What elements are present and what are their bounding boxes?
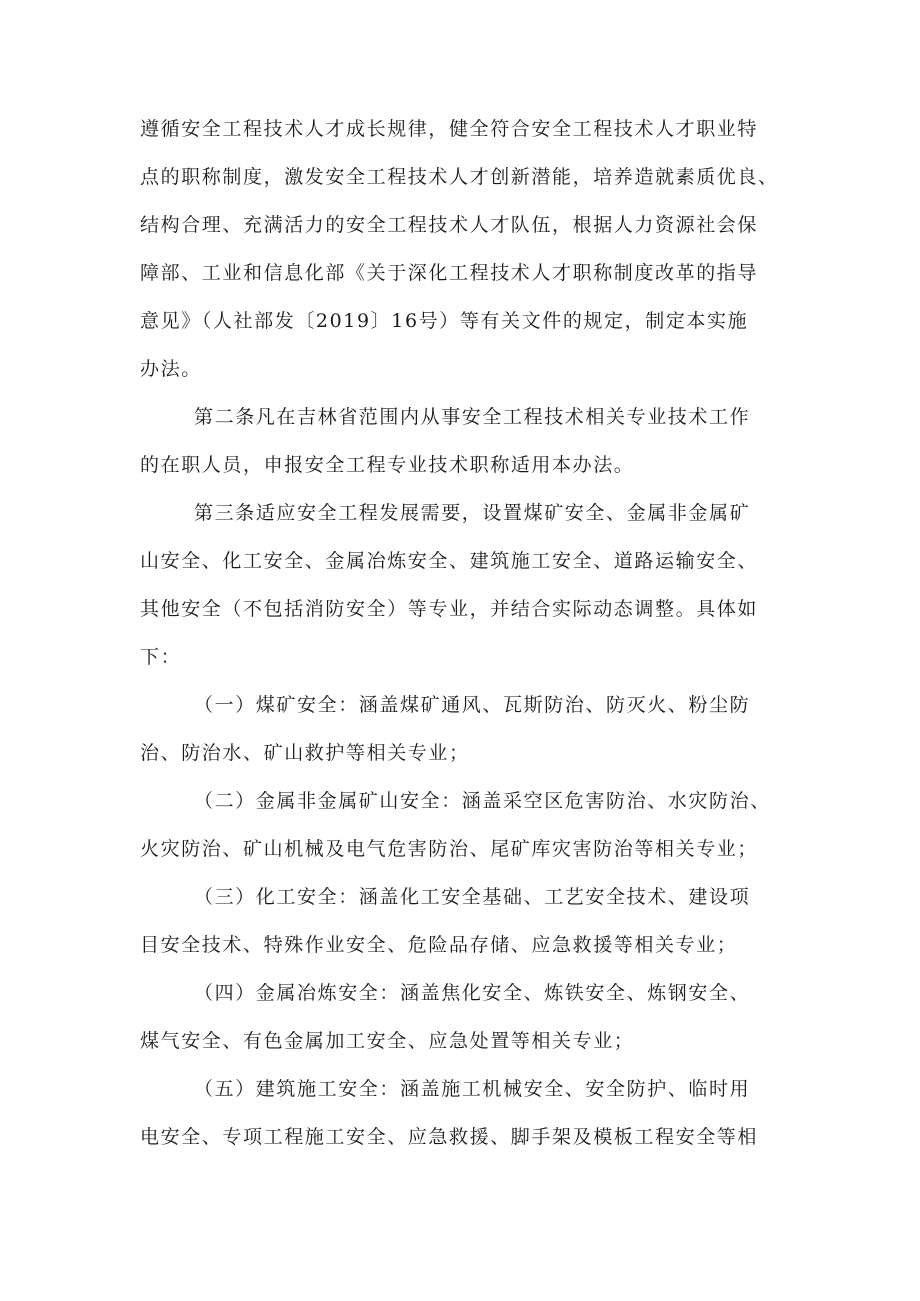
text-line: 结构合理、充满活力的安全工程技术人才队伍，根据人力资源社会保 (140, 214, 759, 236)
item-2-line: （二）金属非金属矿山安全：涵盖采空区危害防治、水灾防治、 (194, 790, 771, 812)
text-line: 的在职人员，申报安全工程专业技术职称适用本办法。 (140, 454, 635, 476)
text-line: 障部、工业和信息化部《关于深化工程技术人才职称制度改革的指导 (140, 262, 759, 284)
text-line: 火灾防治、矿山机械及电气危害防治、尾矿库灾害防治等相关专业； (140, 838, 759, 860)
item-4-line: （四）金属冶炼安全：涵盖焦化安全、炼铁安全、炼钢安全、 (194, 982, 751, 1004)
text-line: 办法。 (140, 358, 202, 380)
text-line: 遵循安全工程技术人才成长规律，健全符合安全工程技术人才职业特 (140, 118, 759, 140)
text-line: 治、防治水、矿山救护等相关专业； (140, 742, 470, 764)
document-body (140, 105, 800, 1161)
text-line: 下： (140, 646, 182, 668)
item-1-line: （一）煤矿安全：涵盖煤矿通风、瓦斯防治、防灭火、粉尘防 (194, 694, 751, 716)
text-line: 意见》（人社部发〔2019〕16号）等有关文件的规定，制定本实施 (140, 310, 749, 332)
text-line: 电安全、专项工程施工安全、应急救援、脚手架及模板工程安全等相 (140, 1126, 759, 1148)
article-2-line: 第二条凡在吉林省范围内从事安全工程技术相关专业技术工作 (194, 406, 751, 428)
text-line: 目安全技术、特殊作业安全、危险品存储、应急救援等相关专业； (140, 934, 738, 956)
text-line: 山安全、化工安全、金属冶炼安全、建筑施工安全、道路运输安全、 (140, 550, 759, 572)
text-line: 点的职称制度，激发安全工程技术人才创新潜能，培养造就素质优良、 (140, 166, 779, 188)
text-line: 其他安全（不包括消防安全）等专业，并结合实际动态调整。具体如 (140, 598, 759, 620)
item-5-line: （五）建筑施工安全：涵盖施工机械安全、安全防护、临时用 (194, 1078, 751, 1100)
text-line: 煤气安全、有色金属加工安全、应急处置等相关专业； (140, 1030, 635, 1052)
article-3-line: 第三条适应安全工程发展需要，设置煤矿安全、金属非金属矿 (194, 502, 751, 524)
item-3-line: （三）化工安全：涵盖化工安全基础、工艺安全技术、建设项 (194, 886, 751, 908)
